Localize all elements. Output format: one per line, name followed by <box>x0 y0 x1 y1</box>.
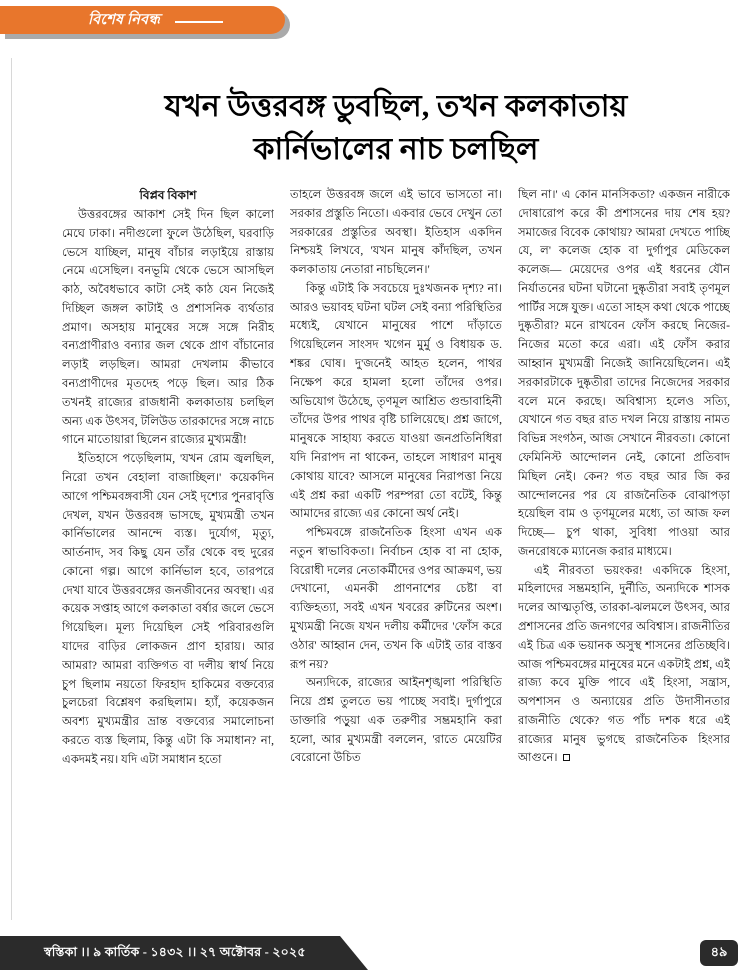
author-byline: বিপ্লব বিকাশ <box>139 188 197 202</box>
paragraph-final <box>518 562 730 769</box>
paragraph: কিন্তু এটাই কি সবচেয়ে দুঃখজনক দৃশ্য? না। আরও ভয়াবহ ঘটনা ঘটল সেই বন্যা পরিস্থিতির মধ্যেই, যেখানে মানুষের পাশে দাঁড়াতে গিয়েছিলেন সাংসদ খগেন মুর্মু ও বিধায়ক ড. শঙ্কর ঘোষ। দু'জনেই আহত হলেন, পাথর নিক্ষেপ করে হামলা হলো তাঁদের ওপর। অভিযোগ উঠেছে, তৃণমূল আশ্রিত গুন্ডাবাহিনী তাঁদের উপর পাথর বৃষ্টি চালিয়েছে। প্রশ্ন জাগে, মানুষকে সাহায্য করতে যাওয়া জনপ্রতিনিধিরা যদি নিরাপদ না থাকেন, তাহলে সাধারণ মানুষ কোথায় যাবে? আসলে মানুষের নিরাপত্তা নিয়ে এই প্রশ্ন করা একটি পরম্পরা তো বটেই, কিন্তু আমাদের রাজ্যে এর কোনো অর্থ নেই। <box>290 281 502 521</box>
paragraph: ছিল না।' এ কোন মানসিকতা? একজন নারীকে দোষারোপ করে কী প্রশাসনের দায় শেষ হয়? সমাজের বিবেক কোথায়? আমরা দেখতে পাচ্ছি যে, ল' কলেজ হোক বা দুর্গাপুর মেডিকেল কলেজ— মেয়েদের ওপর এই ধরনের যৌন নির্যাতনের ঘটনা ঘটানো দুষ্কৃতীরা সবাই তৃণমূল পার্টির সঙ্গে যুক্ত। এতো সাহস কথা থেকে পাচ্ছে দুষ্কৃতীরা? মনে রাখবেন ফোঁস করছে নিজের-নিজের মতো করে এরা। এই ফোঁস করার আহ্বান মুখ্যমন্ত্রী নিজেই জানিয়েছিলেন। এই সরকারটাকে দুষ্কৃতীরা তাদের নিজেদের সরকার বলে মনে করছে। অবিশ্বাস্য হলেও সত্যি, যেখানে গত বছর রাত দখল নিয়ে রাস্তায় নামত বিভিন্ন সংগঠন, আজ সেখানে নীরবতা। কোনো ফেমিনিস্ট আন্দোলন নেই, কোনো প্রতিবাদ মিছিল নেই। কেন? গত বছর আর জি কর আন্দোলনের পর যে রাজনৈতিক বোঝাপড়া হয়েছিল বাম ও তৃণমূলের মধ্যে, তা আজ ফল দিচ্ছে— চুপ থাকা, সুবিধা পাওয়া আর জনরোষকে ম্যানেজ করার মাধ্যমে। <box>518 188 730 558</box>
headline-line-1: যখন উত্তরবঙ্গ ডুবছিল, তখন কলকাতায় <box>164 90 628 124</box>
banner-label: বিশেষ নিবন্ধ <box>88 12 160 28</box>
end-of-article-mark <box>563 754 570 761</box>
article-column-3 <box>518 186 730 924</box>
special-article-banner <box>0 6 290 36</box>
paragraph: তাহলে উত্তরবঙ্গ জলে এই ভাবে ভাসতো না। সরকার প্রস্তুতি নিতো। একবার ভেবে দেখুন তো সরকারের প্রস্তুতির অবস্থা। ইতিহাস একদিন নিশ্চয়ই লিখবে, 'যখন মানুষ কাঁদছিল, তখন কলকাতায় নেতারা নাচছিলেন।' <box>290 188 502 277</box>
headline-line-2: কার্নিভালের নাচ চলছিল <box>253 132 539 166</box>
banner-underline-rule <box>175 21 223 23</box>
page-title <box>62 86 730 171</box>
paragraph: পশ্চিমবঙ্গে রাজনৈতিক হিংসা এখন এক নতুন স্বাভাবিকতা। নির্বাচন হোক বা না হোক, বিরোধী দলের নেতাকর্মীদের ওপর আক্রমণ, ভয় দেখানো, এমনকী প্রাণনাশের চেষ্টা বা ব্যক্তিহত্যা, সবই এখন খবরের রুটিনের অংশ। মুখ্যমন্ত্রী নিজে যখন দলীয় কর্মীদের 'ফোঁস করে ওঠার' আহ্বান দেন, তখন কি এটাই তার বাস্তব রূপ নয়? <box>290 526 502 671</box>
article-body <box>62 186 730 924</box>
paragraph: ইতিহাসে পড়েছিলাম, 'যখন রোম জ্বলছিল, নিরো তখন বেহালা বাজাচ্ছিল।' কয়েকদিন আগে পশ্চিমবঙ্গবাসী যেন সেই দৃশ্যের পুনরাবৃত্তি দেখল, যখন উত্তরবঙ্গ ভাসছে, মুখ্যমন্ত্রী তখন কার্নিভালের আনন্দে ব্যস্ত। দুর্যোগ, মৃত্যু, আর্তনাদ, সব কিছু যেন তাঁর থেকে বহু দুরের কোনো গল্প। আগে কার্নিভাল হবে, তারপরে দেখা যাবে উত্তরবঙ্গের জনজীবনের অবস্থা। এর কয়েক সপ্তাহ আগে কলকাতা বর্ষার জলে ভেসে গিয়েছিল। মূল্য দিয়েছিল সেই পরিবারগুলি যাদের বাড়ির লোকজন প্রাণ হারায়। আর আমরা? আমরা ব্যক্তিগত বা দলীয় স্বার্থ নিয়ে চুপ ছিলাম নয়তো ফিরহাদ হাকিমের বক্তব্যের চুলচেরা বিশ্লেষণ করছিলাম। হ্যাঁ, কয়েকজন অবশ্য মুখ্যমন্ত্রীর ভ্রান্ত বক্তব্যের সমালোচনা করতে ব্যস্ত ছিলাম, কিন্তু এটা কি সমাধান? না, একদমই নয়। যদি এটা সমাধান হতো <box>62 452 274 766</box>
paragraph: উত্তরবঙ্গের আকাশ সেই দিন ছিল কালো মেঘে ঢাকা। নদীগুলো ফুলে উঠেছিল, ঘরবাড়ি ভেসে যাচ্ছিল, মানুষ বাঁচার লড়াইয়ে রাস্তায় নেমে এসেছিল। বনভূমি থেকে ভেসে আসছিল কাঠ, অবৈধভাবে কাটা সেই কাঠ যেন নিজেই দিচ্ছিল জঙ্গল কাটাই ও প্রশাসনিক ব্যর্থতার প্রমাণ। অসহায় মানুষের সঙ্গে সঙ্গে নিরীহ বন্যপ্রাণীরাও বন্যার জল থেকে প্রাণ বাঁচানোর লড়াই লড়ছিল। আমরা দেখলাম কীভাবে বন্যপ্রাণীদের মৃতদেহ পড়ে ছিল। আর ঠিক তখনই রাজ্যের রাজধানী কলকাতায় চলছিল অন্য এক উৎসব, টলিউড তারকাদের সঙ্গে নাচে গানে মাতোয়ারা ছিলেন রাজ্যের মুখ্যমন্ত্রী! <box>62 208 274 447</box>
paragraph-text: এই নীরবতা ভয়ংকর! একদিকে হিংসা, মহিলাদের সম্ভ্রমহানি, দুর্নীতি, অন্যদিকে শাসক দলের আত্মতৃপ্তি, তারকা-ঝলমলে উৎসব, আর প্রশাসনের প্রতি জনগণের অবিশ্বাস। রাজনীতির এই চিত্র এক ভয়ানক অসুস্থ শাসনের প্রতিচ্ছবি। আজ পশ্চিমবঙ্গের মানুষের মনে একটাই প্রশ্ন, এই রাজ্য কবে মুক্তি পাবে এই হিংসা, সন্ত্রাস, অপশাসন ও অন্যায়ের প্রতি উদাসীনতার রাজনীতি থেকে? গত পাঁচ দশক ধরে এই রাজ্যের মানুষ ভুগছে রাজনৈতিক হিংসার আগুনে। <box>518 563 730 765</box>
paragraph: অন্যদিকে, রাজ্যের আইনশৃঙ্খলা পরিস্থিতি নিয়ে প্রশ্ন তুলতে ভয় পাচ্ছে সবাই। দুর্গাপুরে ডাক্তারি পড়ুয়া এক তরুণীর সম্ভ্রমহানি করা হলো, আর মুখ্যমন্ত্রী বললেন, 'রাতে মেয়েটির বেরোনো উচিত <box>290 676 502 765</box>
footer-issue-line: স্বস্তিকা ।। ৯ কার্তিক - ১৪৩২ ।। ২৭ অক্টোবর - ২০২৫ <box>44 945 306 959</box>
left-vertical-rule <box>11 58 12 920</box>
article-column-1 <box>62 186 274 924</box>
page-number-badge: ৪৯ <box>700 940 738 966</box>
article-column-2 <box>290 186 502 924</box>
